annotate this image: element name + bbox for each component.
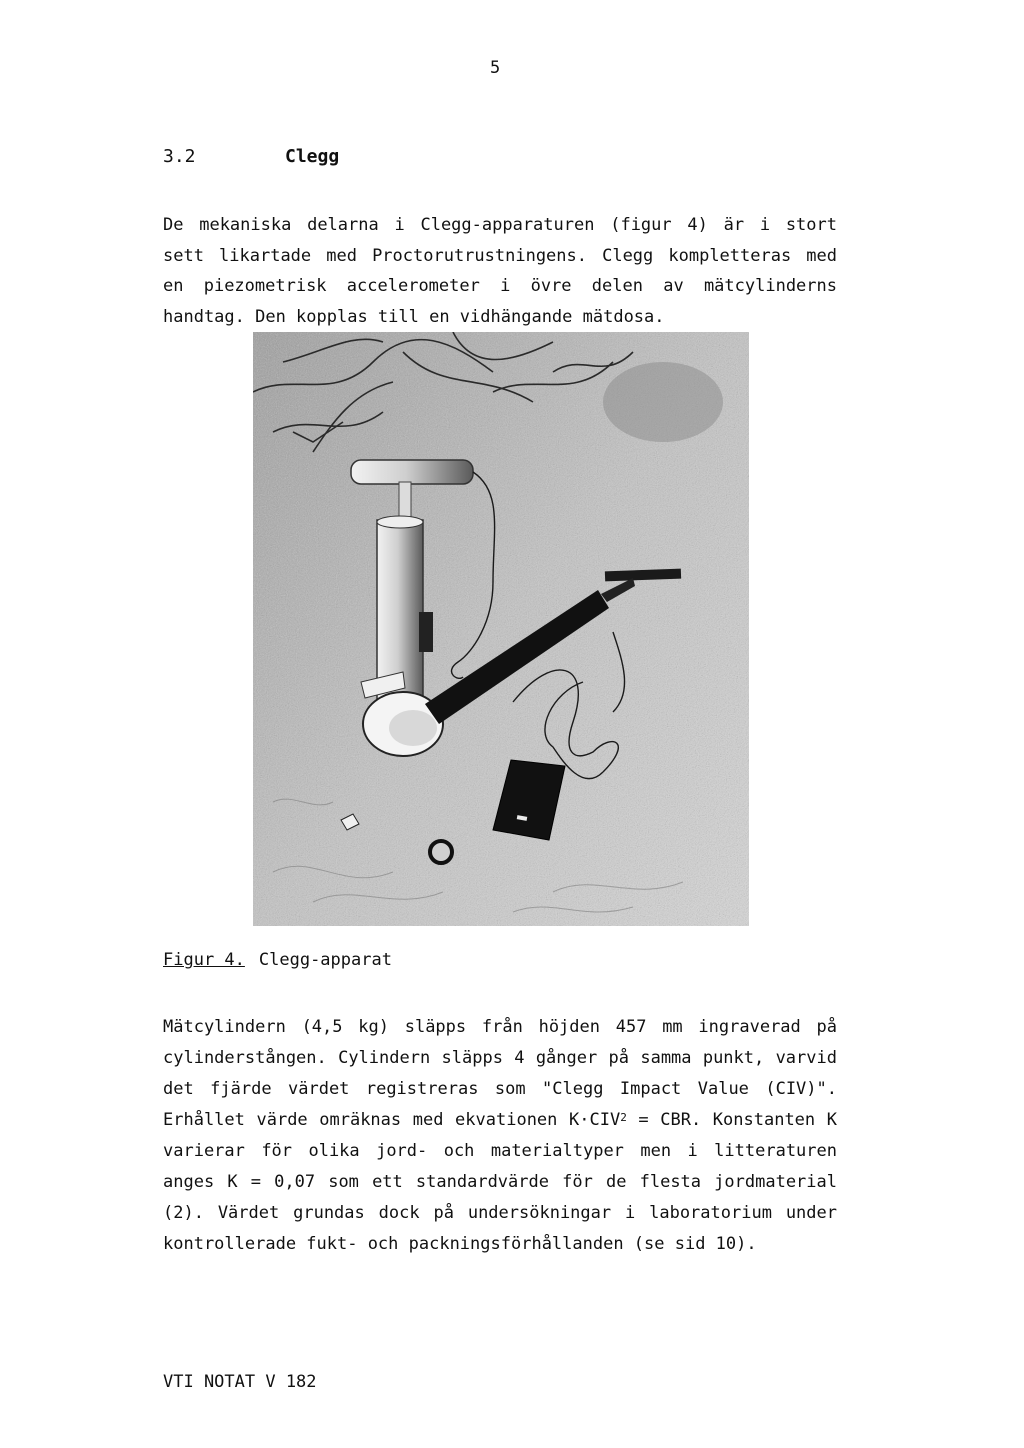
section-title: Clegg — [285, 146, 340, 167]
figure-caption-text: Clegg-apparat — [258, 950, 392, 970]
section-number: 3.2 — [163, 146, 196, 167]
figure-photo — [253, 332, 749, 926]
figure-label: Figur 4. — [163, 950, 245, 970]
formula-superscript: 2 — [620, 1111, 627, 1124]
paragraph-civ — [163, 1012, 837, 1260]
paragraph-civ-part-2: = CBR. Konstanten K varierar för olika jord- och materialtyper men i litteraturen anges K = 0,07 som ett standardvärde för de flesta jordmaterial (2). Värdet grundas dock på undersökningar i laboratorium under kontrollerade fukt- och packningsförhållanden (se sid 10). — [163, 1110, 837, 1254]
paragraph-civ-part-1: Mätcylindern (4,5 kg) släpps från höjden 457 mm ingraverad på cylinderstången. Cylindern släpps 4 gånger på samma punkt, varvid det fjärde värdet registreras som "Clegg Impact Value (CIV)". Erhållet värde omräknas med ekvationen K·CIV — [163, 1017, 837, 1130]
section-heading — [163, 146, 339, 167]
paragraph-intro: De mekaniska delarna i Clegg-apparaturen (figur 4) är i stort sett likartade med Proctorutrustningens. Clegg kompletteras med en piezometrisk accelerometer i övre delen av mätcylinderns handtag. Den kopplas till en vidhängande mätdosa. — [163, 215, 837, 327]
page-number: 5 — [490, 58, 501, 78]
figure-caption — [163, 950, 392, 970]
footer-document-id: VTI NOTAT V 182 — [163, 1372, 317, 1392]
